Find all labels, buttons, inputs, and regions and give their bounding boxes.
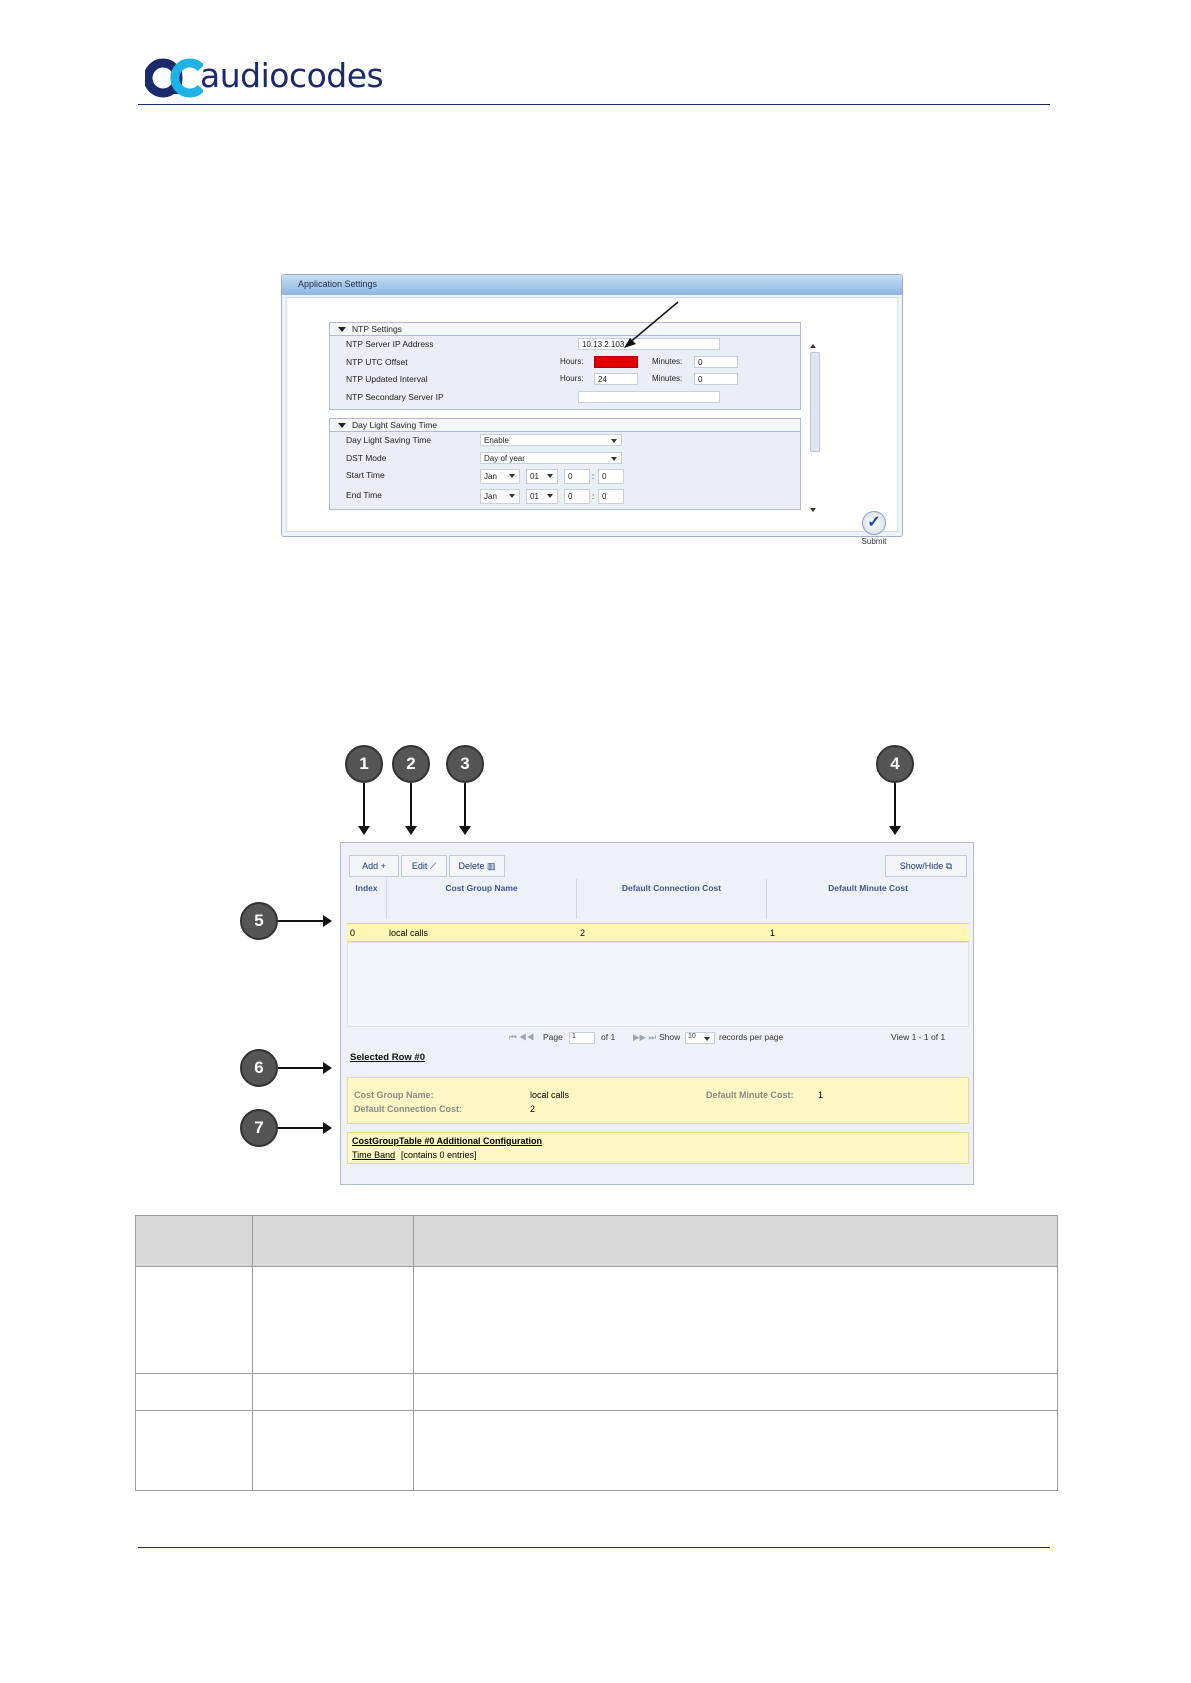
detail-name-value: local calls: [530, 1090, 570, 1100]
field-label: Start Time: [346, 470, 385, 480]
callout-1-arrow: [363, 783, 365, 833]
table-empty-area: [347, 942, 969, 1027]
end-month-select[interactable]: Jan: [480, 489, 520, 504]
start-hour-input[interactable]: 0: [564, 469, 590, 484]
field-label: NTP UTC Offset: [346, 356, 408, 367]
per-page-select[interactable]: 10: [685, 1032, 715, 1044]
cell-name: local calls: [389, 928, 429, 938]
detail-conn-label: Default Connection Cost:: [354, 1104, 462, 1114]
time-band-link[interactable]: Time Band: [352, 1150, 396, 1160]
start-min-input[interactable]: 0: [598, 469, 624, 484]
submit-button[interactable]: [859, 511, 889, 546]
panel-body: [286, 297, 898, 546]
utc-minutes-input[interactable]: 0: [694, 356, 738, 368]
show-hide-button[interactable]: [885, 855, 967, 877]
table-divider: [413, 1216, 414, 1490]
ntp-utc-offset-row: [330, 354, 800, 372]
dst-enable-select[interactable]: Enable: [480, 434, 622, 446]
next-last-page-icon[interactable]: ▶▶ ⏭: [633, 1032, 657, 1042]
hours-label: Hours:: [560, 374, 584, 383]
callout-6-arrow: [278, 1067, 330, 1069]
popout-icon: ⧉: [945, 861, 953, 871]
callout-4-arrow: [894, 783, 896, 833]
interval-hours-input[interactable]: 24: [594, 373, 638, 385]
callout-7: 7: [240, 1109, 278, 1147]
time-band-count: [contains 0 entries]: [401, 1150, 477, 1160]
field-label: NTP Updated Interval: [346, 374, 428, 384]
start-time-row: [330, 467, 800, 487]
detail-conn-value: 2: [530, 1104, 536, 1114]
table-divider: [136, 1373, 1057, 1374]
detail-minute-label: Default Minute Cost:: [706, 1090, 794, 1100]
vertical-scrollbar[interactable]: [808, 326, 818, 516]
time-colon: :: [592, 472, 595, 481]
callout-6: 6: [240, 1049, 278, 1087]
minutes-label: Minutes:: [652, 374, 683, 383]
detail-name-label: Cost Group Name:: [354, 1090, 434, 1100]
pencil-icon: ⟋: [429, 861, 437, 871]
header-rule: [138, 104, 1050, 105]
detail-minute-value: 1: [818, 1090, 824, 1100]
ntp-secondary-input[interactable]: [578, 391, 720, 403]
table-divider: [252, 1216, 253, 1490]
dst-header[interactable]: Day Light Saving Time: [330, 419, 800, 432]
interval-minutes-input[interactable]: 0: [694, 373, 738, 385]
cell-index: 0: [350, 928, 356, 938]
brand-name: audiocodes: [200, 56, 384, 95]
page-of: of 1: [601, 1032, 616, 1042]
callout-4: 4: [876, 745, 914, 783]
callout-1: 1: [345, 745, 383, 783]
ntp-settings-group: [329, 322, 801, 410]
additional-configuration: [347, 1132, 969, 1164]
trash-icon: ▥: [487, 861, 496, 871]
view-count: View 1 - 1 of 1: [891, 1032, 946, 1042]
ntp-settings-header[interactable]: NTP Settings: [330, 323, 800, 336]
callout-2: 2: [392, 745, 430, 783]
ntp-updated-interval-row: [330, 371, 800, 389]
column-header-connection-cost[interactable]: Default Connection Cost: [577, 879, 767, 919]
audiocodes-logo-icon: [145, 58, 203, 98]
show-hide-label: Show/Hide: [899, 861, 944, 871]
column-header-name[interactable]: Cost Group Name: [387, 879, 577, 919]
time-colon: :: [592, 492, 595, 501]
scrollbar-thumb[interactable]: [810, 352, 820, 452]
table-divider: [136, 1410, 1057, 1411]
add-button[interactable]: Add +: [349, 855, 399, 877]
field-label: Day Light Saving Time: [346, 435, 432, 445]
application-settings-screenshot: [281, 274, 903, 546]
delete-label: Delete: [458, 861, 485, 871]
page-input[interactable]: 1: [569, 1032, 595, 1044]
show-label: Show: [659, 1032, 681, 1042]
column-header-index[interactable]: Index: [347, 879, 387, 919]
submit-label: Submit: [861, 537, 887, 546]
footer-rule: [138, 1547, 1050, 1548]
delete-button[interactable]: [449, 855, 505, 877]
checkmark-icon: ✓: [862, 511, 886, 535]
field-label: NTP Server IP Address: [346, 339, 434, 349]
callout-3: 3: [446, 745, 484, 783]
ntp-secondary-row: [330, 389, 800, 407]
table-row[interactable]: [347, 923, 969, 942]
edit-button[interactable]: [401, 855, 447, 877]
selected-row-title[interactable]: Selected Row #0: [350, 1052, 425, 1063]
cell-connection-cost: 2: [580, 928, 586, 938]
ntp-server-row: [330, 336, 800, 354]
selected-row-details: [347, 1077, 969, 1124]
callout-arrow-icon: [620, 300, 680, 352]
column-header-minute-cost[interactable]: Default Minute Cost: [828, 883, 908, 893]
start-month-select[interactable]: Jan: [480, 469, 520, 484]
dst-enable-row: [330, 432, 800, 450]
dst-group: [329, 418, 801, 510]
cost-group-table-screenshot: [340, 842, 974, 1185]
records-label: records per page: [719, 1032, 784, 1042]
table-header-row: [136, 1216, 1057, 1267]
end-time-row: [330, 487, 800, 507]
dst-mode-row: [330, 450, 800, 468]
description-table: [135, 1215, 1058, 1491]
field-label: NTP Secondary Server IP: [346, 391, 444, 402]
field-label: End Time: [346, 490, 382, 500]
additional-config-title[interactable]: CostGroupTable #0 Additional Configuration: [352, 1136, 542, 1146]
dst-mode-select[interactable]: Day of year: [480, 452, 622, 464]
end-hour-input[interactable]: 0: [564, 489, 590, 504]
field-label: DST Mode: [346, 452, 387, 463]
ntp-server-input[interactable]: 10.13.2.103: [578, 338, 720, 350]
minutes-label: Minutes:: [652, 356, 683, 366]
start-day-select[interactable]: 01: [526, 469, 558, 484]
edit-label: Edit: [411, 861, 428, 871]
page-label: Page: [543, 1032, 563, 1042]
callout-7-arrow: [278, 1127, 330, 1129]
callout-3-arrow: [464, 783, 466, 833]
first-prev-page-icon[interactable]: ⏮ ◀◀: [509, 1032, 535, 1042]
utc-hours-input-error[interactable]: [594, 356, 638, 368]
end-day-select[interactable]: 01: [526, 489, 558, 504]
hours-label: Hours:: [560, 356, 584, 366]
pagination-bar: [347, 1027, 969, 1047]
callout-2-arrow: [410, 783, 412, 833]
end-min-input[interactable]: 0: [598, 489, 624, 504]
panel-title: Application Settings: [282, 275, 902, 295]
callout-5-arrow: [278, 920, 330, 922]
callout-5: 5: [240, 902, 278, 940]
cell-minute-cost: 1: [770, 928, 776, 938]
